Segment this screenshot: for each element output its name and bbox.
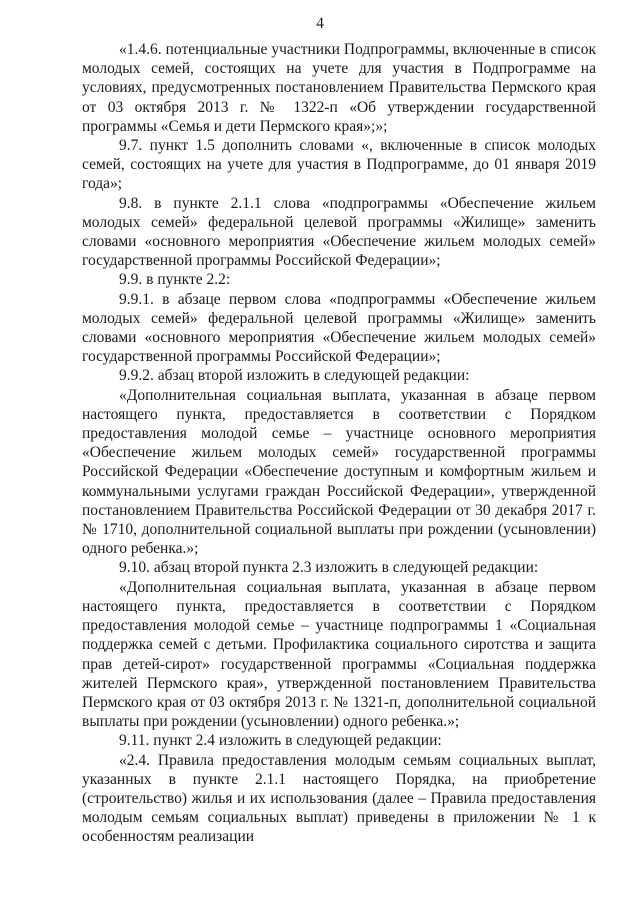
paragraph-9-11: 9.11. пункт 2.4 изложить в следующей редакции: <box>119 732 442 750</box>
paragraph-1-4-6: «1.4.6. потенциальные участники Подпрограммы, включенные в список молодых семей, состоящих на учете для участия в Подпрограмме на условиях, предусмотренных постановлением Правительства Пермского края от 03 октября 2013 г. № 1322-п «Об утверждении государственной программы «Семья и дети Пермского края»;»; <box>82 41 596 135</box>
quoted-paragraph-2-2: «Дополнительная социальная выплата, указанная в абзаце первом настоящего пункта, предоставляется в соответствии с Порядком предоставления молодой семье – участнице основного мероприятия «Обеспечение жильем молодых семей» государственной программы Российской Федерации «Обеспечение доступным и комфортным жильем и коммунальными услугами граждан Российской Федерации», утвержденной постановлением Правительства Российской Федерации от 30 декабря 2017 г. № 1710, дополнительной социальной выплаты при рождении (усыновлении) одного ребенка.»; <box>82 386 596 558</box>
quoted-paragraph-2-3: «Дополнительная социальная выплата, указанная в абзаце первом настоящего пункта, предоставляется в соответствии с Порядком предоставления молодой семье – участнице подпрограммы 1 «Социальная поддержка семей с детьми. Профилактика социального сиротства и защита прав детей-сирот» государственной программы «Социальная поддержка жителей Пермского края», утвержденной постановлением Правительства Пермского края от 03 октября 2013 г. № 1321-п, дополнительной социальной выплаты при рождении (усыновлении) одного ребенка.»; <box>82 578 596 731</box>
quoted-paragraph-2-4: «2.4. Правила предоставления молодым семьям социальных выплат, указанных в пункте 2.1.1 настоящего Порядка, на приобретение (строительство) жилья и их использования (далее – Правила предоставления молодым семьям социальных выплат) приведены в приложении № 1 к особенностям реализации <box>82 751 596 846</box>
document-body <box>82 40 596 847</box>
paragraph-9-9-1: 9.9.1. в абзаце первом слова «подпрограммы «Обеспечение жильем молодых семей» федеральной целевой программы «Жилище» заменить словами «основного мероприятия «Обеспечение жильем молодых семей» государственной программы Российской Федерации»; <box>82 290 596 366</box>
page-number: 4 <box>316 15 324 32</box>
paragraph-9-9-2: 9.9.2. абзац второй изложить в следующей редакции: <box>119 367 470 385</box>
paragraph-9-7: 9.7. пункт 1.5 дополнить словами «, включенные в список молодых семей, состоящих на учете для участия в Подпрограмме, до 01 января 2019 года»; <box>82 137 596 193</box>
paragraph-9-9: 9.9. в пункте 2.2: <box>119 271 231 289</box>
paragraph-9-8: 9.8. в пункте 2.1.1 слова «подпрограммы «Обеспечение жильем молодых семей» федеральной целевой программы «Жилище» заменить словами «основного мероприятия «Обеспечение жильем молодых семей» государственной программы Российской Федерации»; <box>82 194 596 270</box>
paragraph-9-10: 9.10. абзац второй пункта 2.3 изложить в следующей редакции: <box>119 559 539 577</box>
